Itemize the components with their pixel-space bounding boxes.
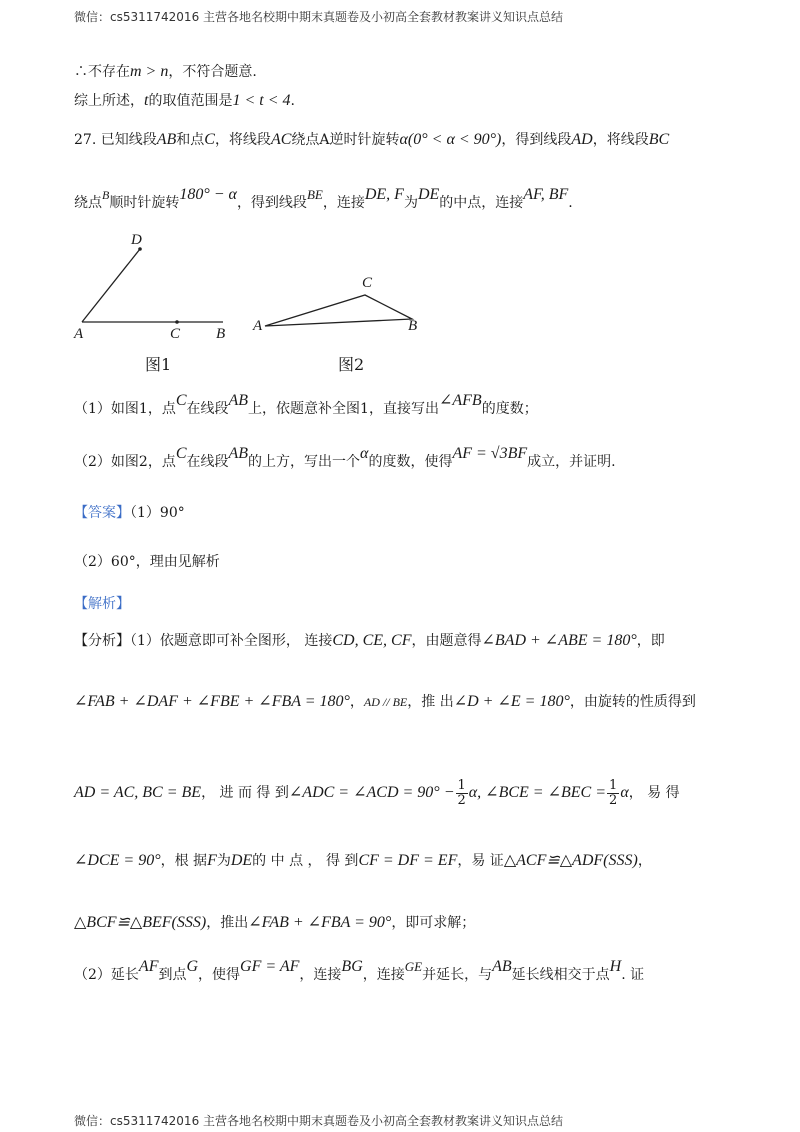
text: 27. 已知线段 (74, 132, 157, 148)
math: F (207, 852, 217, 869)
analysis-line-6 (74, 958, 645, 985)
text: 的 中 点 ， 得 到 (252, 853, 359, 869)
analysis-label: 【解析】 (74, 596, 130, 612)
text: 到点 (158, 967, 187, 983)
math: α, ∠BCE = ∠BEC = (468, 784, 607, 801)
text: 绕点 (74, 195, 102, 211)
math: AD = AC, BC = BE (74, 784, 202, 801)
text: ，易 证 (457, 853, 504, 869)
label-d: D (131, 232, 142, 248)
math: α (399, 131, 408, 148)
part-2 (74, 445, 616, 472)
text-line (74, 62, 257, 82)
math: AF = √3BF (452, 445, 528, 462)
math: AD (571, 131, 593, 148)
text: （1）90° (130, 505, 185, 521)
math: DE (417, 186, 440, 203)
label-b: B (216, 326, 226, 342)
text: ∴不存在 (74, 64, 130, 80)
text: ， 易 得 (628, 785, 680, 801)
math: ∠DCE = 90° (74, 852, 161, 869)
math: ∠BAD + ∠ABE = 180° (481, 632, 637, 649)
page-header: 微信：cs5311742016 主营各地名校期中期末真题卷及小初高全套教材教案讲义知识点总结 (74, 10, 564, 24)
segment-ad (82, 249, 140, 322)
denominator: 2 (609, 792, 618, 808)
math: DE, F (364, 186, 404, 203)
label-c: C (170, 326, 181, 342)
math: AB (156, 131, 177, 148)
text: 绕点A逆时针旋转 (291, 132, 400, 148)
answer-line (74, 503, 185, 523)
math: AB (492, 958, 512, 975)
text: . 证 (621, 967, 645, 983)
text: ，将线段 (214, 132, 271, 148)
text: 【分析】（1）依题意即可补全图形， 连接 (74, 633, 333, 649)
text: ，连接 (362, 967, 405, 983)
text: ，不符合题意. (168, 64, 257, 80)
math: t (144, 92, 149, 109)
analysis-line-4 (74, 851, 652, 871)
text: 综上所述， (74, 93, 144, 109)
math: AF, BF (523, 186, 569, 203)
text: 的上方，写出一个 (248, 454, 361, 470)
text: 和点 (176, 132, 205, 148)
math: GF = AF (240, 958, 300, 975)
text: 成立，并证明. (527, 454, 616, 470)
text: ，即 (636, 633, 665, 649)
figure-2-caption: 图2 (338, 355, 365, 374)
text: ，即可求解； (391, 915, 476, 931)
text: 并延长，与 (422, 967, 493, 983)
text: 顺时针旋转 (109, 195, 180, 211)
text: 的中点，连接 (439, 195, 524, 211)
text: 为 (403, 195, 418, 211)
text: ，根 据 (160, 853, 208, 869)
figure-2 (255, 285, 425, 335)
text-line (74, 91, 295, 111)
math: C (175, 392, 187, 409)
point-c (175, 320, 179, 324)
analysis-line-2 (74, 692, 696, 712)
answer-line-2 (74, 552, 220, 572)
math: (0° < α < 90°) (407, 131, 502, 148)
math: ∠FAB + ∠DAF + ∠FBE + ∠FBA = 180° (74, 693, 350, 710)
math: m > n (130, 63, 169, 80)
math: ∠ADC = ∠ACD = 90° − (288, 784, 455, 801)
math: α (620, 784, 629, 801)
text: （2）60°，理由见解析 (74, 554, 220, 570)
text: ，使得 (198, 967, 241, 983)
page-footer: 微信：cs5311742016 主营各地名校期中期末真题卷及小初高全套教材教案讲义知识点总结 (74, 1114, 564, 1128)
question-27-line2 (74, 186, 573, 213)
text: 在线段 (186, 401, 229, 417)
text: ，得到线段 (236, 195, 307, 211)
math: △ACF≌△ADF(SSS) (503, 852, 638, 869)
math: DE (230, 852, 253, 869)
math: ∠FAB + ∠FBA = 90° (248, 914, 392, 931)
text: ，连接 (322, 195, 365, 211)
math: 180° − α (179, 186, 237, 203)
math: C (204, 131, 215, 148)
analysis-line-3 (74, 777, 680, 809)
math: AC (270, 131, 292, 148)
text: 为 (216, 853, 231, 869)
math: C (175, 445, 187, 462)
text: ，由旋转的性质得到 (569, 694, 696, 710)
math: ∠D + ∠E = 180° (453, 693, 570, 710)
text: （1）如图1，点 (74, 401, 176, 417)
label-a: A (253, 318, 263, 334)
math: CF = DF = EF (358, 852, 458, 869)
text: 的度数； (481, 401, 538, 417)
label-c: C (362, 275, 373, 291)
fraction (607, 779, 619, 808)
text: ，由题意得 (411, 633, 482, 649)
math: AD // BE (363, 695, 408, 709)
text: ， (349, 694, 364, 710)
math: AB (228, 392, 249, 409)
math: B (102, 188, 110, 202)
text: 在线段 (186, 454, 229, 470)
text: . (290, 93, 295, 109)
math: GE (404, 959, 423, 974)
text: ，将线段 (592, 132, 649, 148)
question-27-line1 (74, 130, 669, 150)
figure-1-caption: 图1 (145, 355, 172, 374)
denominator: 2 (457, 792, 466, 808)
text: ，得到线段 (501, 132, 572, 148)
label-a: A (74, 326, 84, 342)
math: 1 < t < 4 (232, 92, 291, 109)
analysis-label-line (74, 594, 130, 614)
text: ，推出 (206, 915, 249, 931)
text: 延长线相交于点 (511, 967, 610, 983)
numerator: 1 (609, 777, 618, 793)
math: BC (648, 131, 670, 148)
numerator: 1 (457, 777, 466, 793)
text: ，连接 (299, 967, 342, 983)
math: H (609, 958, 622, 975)
math: ∠AFB (438, 392, 482, 409)
text: ， 进 而 得 到 (201, 785, 289, 801)
text: 的取值范围是 (148, 93, 233, 109)
math: BE (306, 187, 323, 202)
text: ， (637, 853, 652, 869)
text: （2）如图2，点 (74, 454, 176, 470)
label-b: B (408, 318, 418, 334)
fraction (456, 779, 468, 808)
math: △BCF≌△BEF(SSS) (74, 914, 207, 931)
answer-label: 【答案】 (74, 505, 130, 521)
math: AB (228, 445, 249, 462)
analysis-line-1 (74, 631, 665, 651)
part-1 (74, 392, 538, 419)
text: ，推 出 (407, 694, 454, 710)
triangle-abc (265, 295, 412, 326)
math: BG (341, 958, 363, 975)
math: CD, CE, CF (332, 632, 412, 649)
math: α (360, 445, 369, 462)
text: . (568, 195, 573, 211)
math: G (186, 958, 199, 975)
math: AF (138, 958, 159, 975)
text: （2）延长 (74, 967, 139, 983)
text: 上，依题意补全图1，直接写出 (248, 401, 439, 417)
analysis-line-5 (74, 913, 475, 933)
text: 的度数，使得 (368, 454, 453, 470)
